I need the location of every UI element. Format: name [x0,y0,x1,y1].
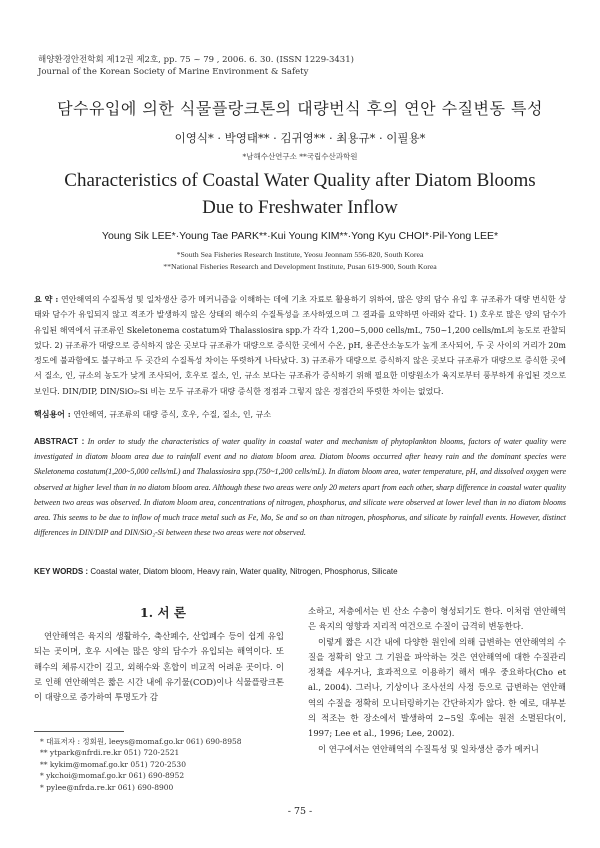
korean-abstract-text: 연안해역의 수질특성 및 일차생산 증가 메커니즘을 이해하는 데에 기초 자료로 활용하기 위하여, 많은 양의 담수 유입 후 규조류가 대량 번식한 상태와 담수가 유입되지 않고 적조가 발생하지 않은 상태의 해수의 수질특성을 조사하였으며 그 결과를 요약하면 아래와 같다. 1) 호우로 많은 양의 담수가 유입된 해역에서 규조류인 Skeletonema costatum와 Thalassiosira spp.가 각각 1,200~5,000 cells/mL, 750~1,200 cells/mL의 농도로 관찰되었다. 2) 규조류가 대량으로 증식하지 않은 곳보다 규조류가 대량으로 증식한 곳에서 수온, pH, 용존산소농도가 높게 조사되어, 두 곳 사이의 거리가 20m 정도에 불과함에도 불구하고 두 곳간의 수질특성 차이는 뚜렷하게 나타났다. 3) 규조류가 대량으로 증식하지 않은 곳보다 규조류가 대량으로 증식한 곳에서 질소, 인, 규소의 농도가 낮게 조사되어, 호우로 질소, 인, 규소 보다는 규조류가 증식하기 위해 필요한 미량원소가 육지로부터 풍부하게 유입된 것으로 보인다. DIN/DIP, DIN/SiO₂-Si 비는 모두 규조류가 대량 증식한 정점과 그렇지 않은 정점간의 뚜렷한 차이는 없었다. [34,295,567,396]
korean-keywords [34,409,566,420]
english-keywords-label: KEY WORDS : [34,567,89,576]
english-title [0,167,600,221]
affiliation-2: **National Fisheries Research and Development Institute, Pusan 619-900, South Korea [163,262,437,271]
journal-name: Journal of the Korean Society of Marine Environment & Safety [38,67,309,77]
paragraph: 연안해역은 육지의 생활하수, 축산폐수, 산업폐수 등이 쉽게 유입되는 곳이며, 호우 시에는 많은 양의 담수가 유입되는 해역이다. 또 해수의 체류시간이 길고, 외해수와 혼합이 비교적 어려운 곳이다. 이로 인해 연안해역은 짧은 시간 내에 유기물(COD)이나 식물플랑크톤이 대량으로 증가하여 투명도가 감 [34,631,284,703]
english-affiliations [0,249,600,273]
paragraph: 이렇게 짧은 시간 내에 다양한 원인에 의해 급변하는 연안해역의 수질을 정확히 알고 그 기원을 파악하는 것은 연안해역에 대한 수질관리정책을 세우거나, 효과적으로 이용하기 해서 매우 중요하다(Cho et al., 2004). 그러나, 기상이나 조사선의 사정 등으로 급변하는 연안해역의 수질을 정확히 모니터링하기는 간단하지가 않다. 한 예로, 대부분의 적조는 한 장소에서 발생하여 2~5일 후에는 원전 소멸된다(이, 1997; Lee et al., 1996; Lee, 2002). [308,636,566,739]
section-heading-introduction: 1. 서 론 [140,605,186,620]
footnote: ** ytpark@nfrdi.re.kr 051) 720-2521 [40,748,180,758]
page-number: - 75 - [287,806,313,817]
footnote: * pylee@nfrda.re.kr 061) 690-8900 [40,782,174,792]
english-keywords [34,567,566,576]
paragraph: 이 연구에서는 연안해역의 수질특성 및 일차생산 증가 메커니 [318,743,539,754]
body-column-right [308,604,566,757]
korean-authors: 이영식* · 박영태** · 김귀영** · 최용규* · 이필용* [174,131,426,145]
footnote: * 대표저자 : 정회원, leeys@momaf.go.kr 061) 690-8958 [40,737,242,746]
korean-keywords-text: 연안해역, 규조류의 대량 증식, 호우, 수질, 질소, 인, 규소 [73,410,272,419]
english-abstract-text: In order to study the characteristics of water quality in coastal water and mechanism of phytoplankton blooms, factors of water quality were investigated in diatom bloom area due to rainfall event and no diatom bloom area. Diatom blooms occurred after heavy rain and the dominant species were Skeletonema costatum(1,200~5,000 cells/mL) and Thalassiosira spp.(750~1,200 cells/mL). In diatom bloom area, water temperature, pH, and dissolved oxygen were observed at higher level than in no diatom bloom area. Although these two areas were only 20 meters apart from each other, sharp difference in coastal water quality between two areas was observed. In diatom bloom area, concentrations of nitrogen, phosphorus, and silicate were observed at lower level than in no diatom blooms area. This seems to be due to inflow of much trace metal such as Fe, Mo, Se and so on than nitrogen, phosphorus, and silicate by rainfall events. However, distinct differences in DIN/DIP and DIN/SiO₂-Si between these two areas were not observed. [34,437,567,538]
korean-affiliations: *남해수산연구소 **국립수산과학원 [242,152,358,161]
footnote: ** kykim@momaf.go.kr 051) 720-2530 [40,759,186,769]
korean-abstract-label: 요 약 : [34,294,59,304]
body-column-left [34,629,284,705]
english-keywords-text: Coastal water, Diatom bloom, Heavy rain, Water quality, Nitrogen, Phosphorus, Silicate [90,567,398,576]
footnote-rule [34,731,124,732]
english-title-line2: Due to Freshwater Inflow [202,197,398,218]
journal-citation: 해양환경안전학회 제12권 제2호, pp. 75 ~ 79 , 2006. 6. 30. (ISSN 1229-3431) [38,55,354,65]
english-authors: Young Sik LEE*·Young Tae PARK**·Kui Young KIM**·Yong Kyu CHOI*·Pil-Yong LEE* [101,230,499,242]
korean-keywords-label: 핵심용어 : [34,409,71,419]
journal-header [38,54,354,78]
paragraph: 소하고, 저층에서는 빈 산소 수층이 형성되기도 한다. 이처럼 연안해역은 육지의 영향과 지리적 여건으로 수질이 급격히 변동한다. [308,606,566,632]
english-abstract-label: ABSTRACT : [34,437,85,446]
footnote: * ykchoi@momaf.go.kr 061) 690-8952 [40,771,185,781]
english-title-line1: Characteristics of Coastal Water Quality after Diatom Blooms [64,170,536,191]
korean-abstract [34,292,566,399]
affiliation-1: *South Sea Fisheries Research Institute, Yeosu Jeonnam 556-820, South Korea [176,250,424,259]
english-abstract [34,434,566,540]
korean-title: 담수유입에 의한 식물플랑크톤의 대량번식 후의 연안 수질변동 특성 [57,99,543,118]
footnotes [40,736,242,793]
